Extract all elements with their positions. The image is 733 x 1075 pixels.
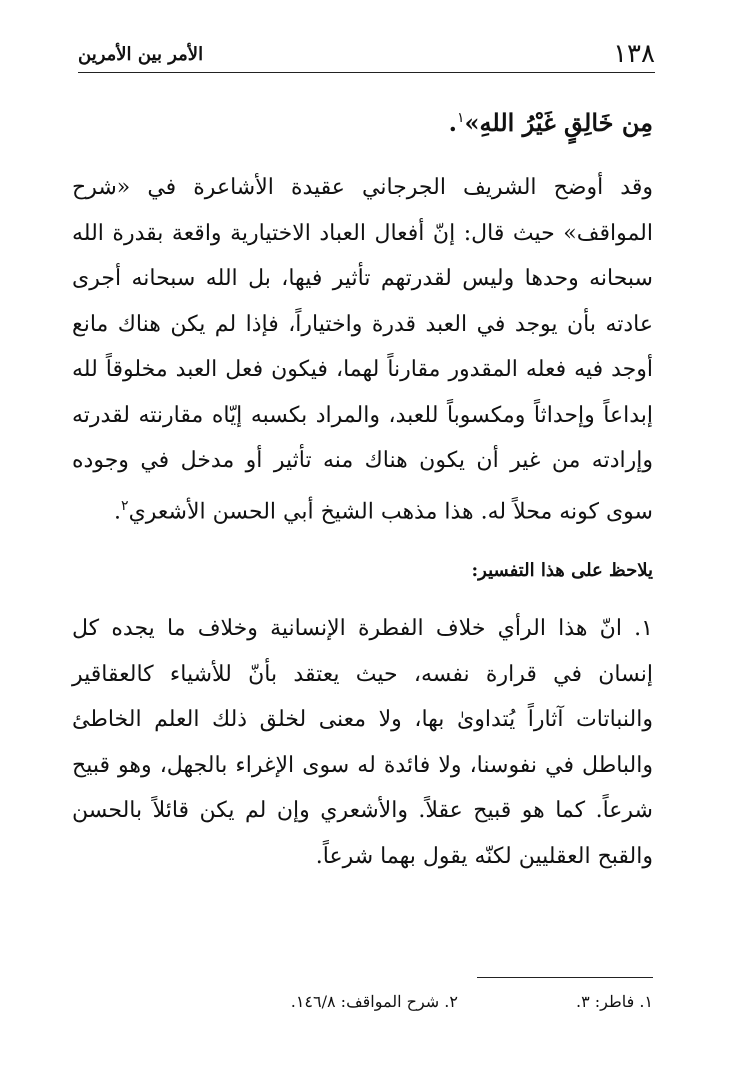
footnote-ref-1: ١	[456, 110, 465, 126]
page-number: ١٣٨	[613, 39, 655, 69]
paragraph-objection-1: ١. انّ هذا الرأي خلاف الفطرة الإنسانية وخلاف ما يجده كل إنسان في قرارة نفسه، حيث يعتقد بأنّ للأشياء كالعقاقير والنباتات آثاراً يُتداوىٰ بها، ولا معنى لخلق ذلك العلم الخاطئ والباطل في نفوسنا، ولا فائدة له سوى الإغراء بالجهل، وهو قبيح شرعاً. كما هو قبيح عقلاً. والأشعري وإن لم يكن قائلاً بالحسن والقبح العقليين لكنّه يقول بهما شرعاً.	[72, 616, 653, 869]
quran-quote: مِن خَالِقٍ غَيْرُ اللهِ»$^١$.	[448, 108, 653, 137]
footnotes	[250, 992, 653, 1011]
section-subheading: يلاحظ على هذا التفسير:	[471, 560, 653, 582]
running-title: الأمر بين الأمرين	[78, 43, 204, 65]
quote-text: مِن خَالِقٍ غَيْرُ اللهِ»	[464, 108, 653, 137]
paragraph1-end: .	[114, 498, 122, 524]
footnote-ref-2: ٢	[121, 497, 129, 514]
paragraph1-text: وقد أوضح الشريف الجرجاني عقيدة الأشاعرة في «شرح المواقف» حيث قال: إنّ أفعال العباد الاختيارية واقعة بقدرة الله سبحانه وحدها وليس لقدرتهم تأثير فيها، بل الله سبحانه أجرى عادته بأن يوجد في العبد قدرة واختياراً، فإذا لم يكن هناك مانع أوجد فيه فعله المقدور مقارناً لهما، فيكون فعل العبد مخلوقاً لله إبداعاً وإحداثاً ومكسوباً للعبد، والمراد بكسبه إيّاه مقارنته لقدرته وإرادته من غير أن يكون هناك منه تأثير أو مدخل في وجوده سوى كونه محلاً له. هذا مذهب الشيخ أبي الحسن الأشعري	[72, 175, 653, 524]
page-header	[78, 36, 655, 73]
footnote-2: ٢. شرح المواقف: ١٤٦/٨.	[290, 992, 458, 1011]
page-body	[72, 98, 653, 879]
paragraph-jurjani	[72, 165, 653, 534]
footnote-1: ١. فاطر: ٣.	[575, 992, 653, 1011]
footnote-divider	[477, 977, 653, 978]
